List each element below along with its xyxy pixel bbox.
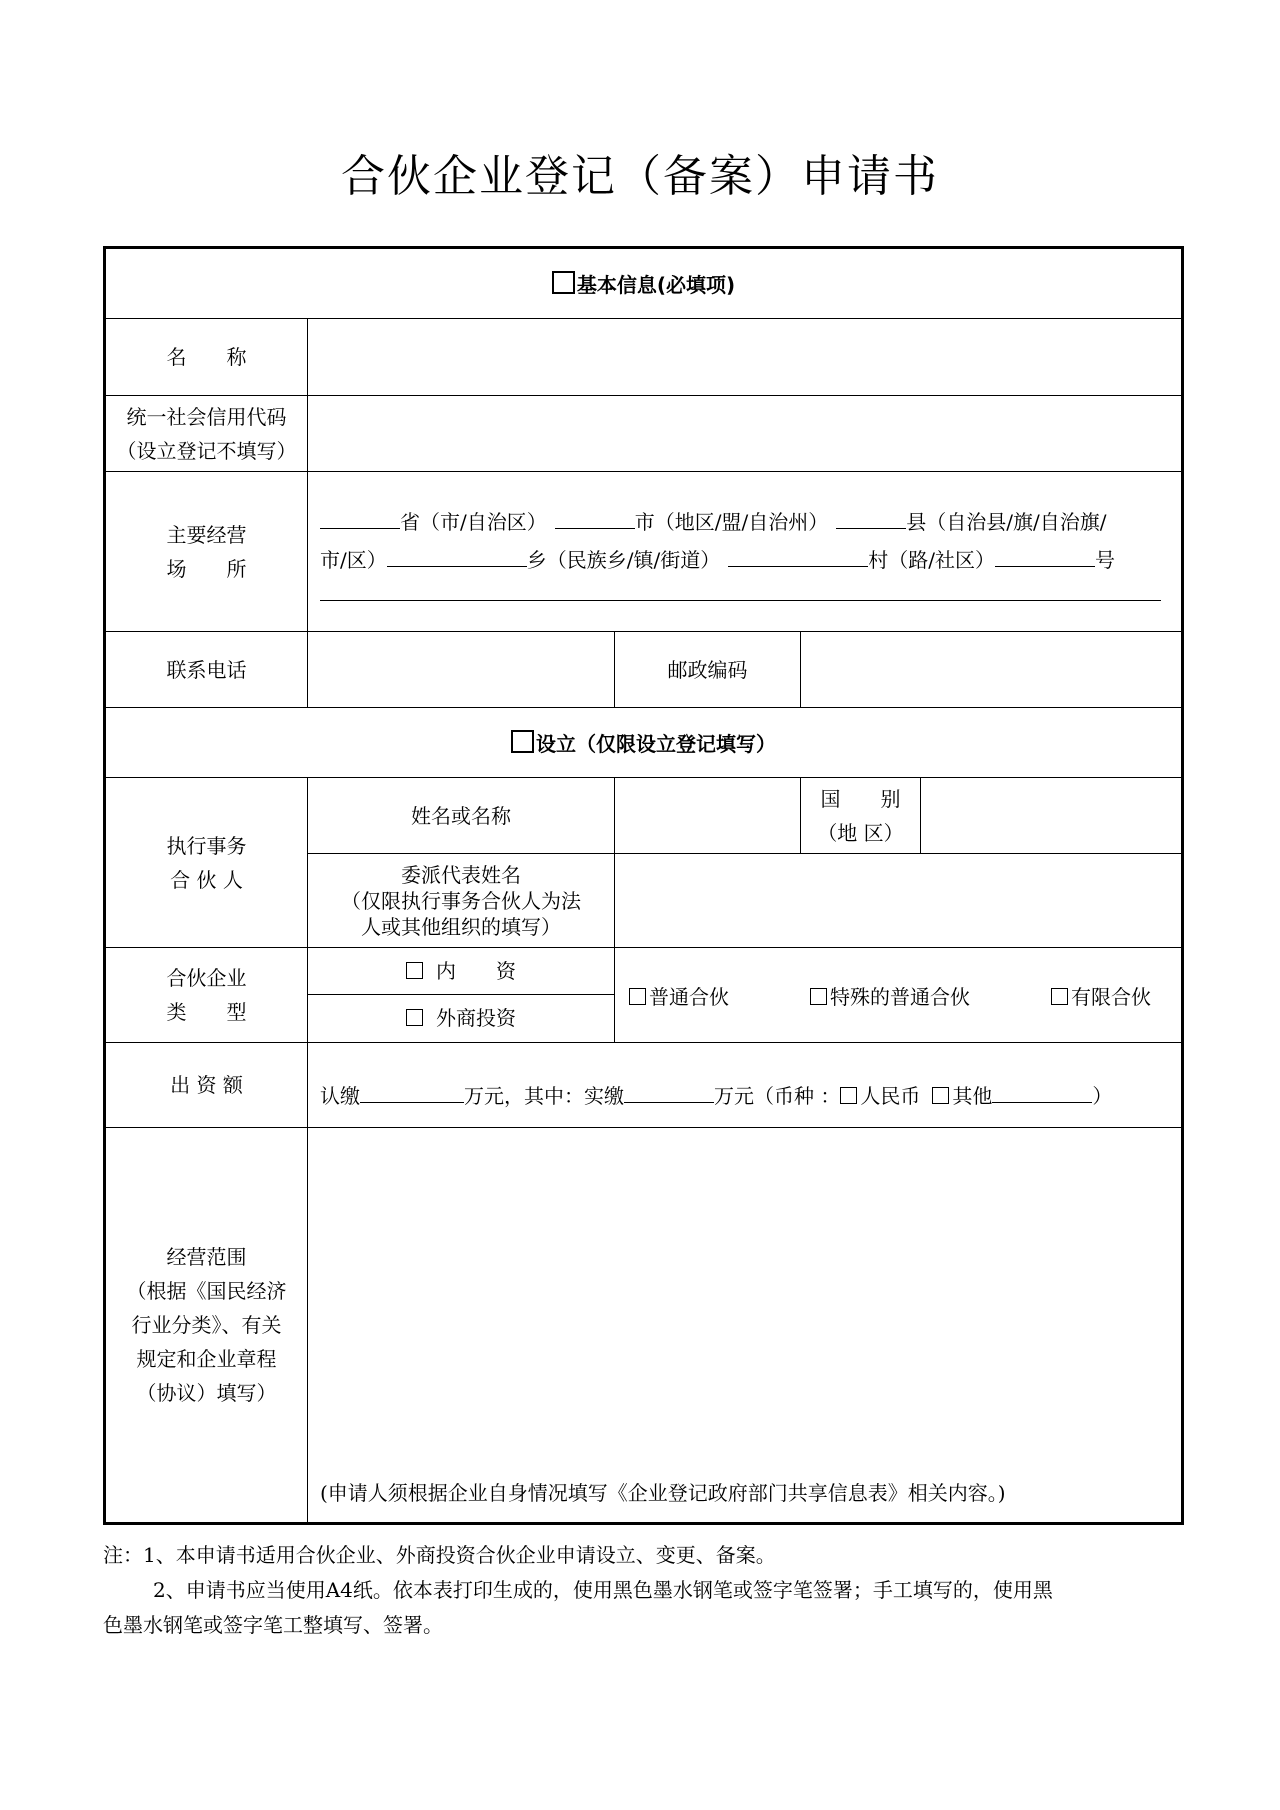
name-or-title-label: 姓名或名称 xyxy=(308,778,615,854)
village-blank[interactable] xyxy=(728,546,868,567)
credit-code-label: 统一社会信用代码 （设立登记不填写） xyxy=(105,396,308,472)
country-label: 国 别 （地 区） xyxy=(801,778,921,854)
phone-label: 联系电话 xyxy=(105,632,308,708)
notes xyxy=(103,1538,1183,1643)
capital-source-cell xyxy=(308,948,615,1043)
foreign-checkbox[interactable] xyxy=(406,1009,423,1026)
note-2-line-1: 2、申请书应当使用A4纸。依本表打印生成的，使用黑色墨水钢笔或签字笔签署；手工填写的，使用黑 xyxy=(153,1578,1053,1602)
name-field[interactable] xyxy=(308,319,1183,396)
address-line-2: 市/区） 乡（民族乡/镇/街道） 村（路/社区） 号 xyxy=(320,547,1115,572)
limited-partnership-option[interactable]: 有限合伙 xyxy=(1051,981,1151,1010)
establish-header: 设立（仅限设立登记填写） xyxy=(105,708,1183,778)
special-general-partnership-option[interactable]: 特殊的普通合伙 xyxy=(810,981,970,1010)
other-currency-checkbox[interactable] xyxy=(932,1087,949,1104)
note-2-line-2: 色墨水钢笔或签字笔工整填写、签署。 xyxy=(103,1613,443,1637)
application-form xyxy=(103,246,1184,1525)
credit-code-field[interactable] xyxy=(308,396,1183,472)
domestic-checkbox[interactable] xyxy=(406,962,423,979)
province-blank[interactable] xyxy=(320,508,400,529)
representative-label: 委派代表姓名 （仅限执行事务合伙人为法 人或其他组织的填写） xyxy=(308,854,615,948)
page-title: 合伙企业登记（备案）申请书 xyxy=(341,151,939,202)
note-1: 注：1、本申请书适用合伙企业、外商投资合伙企业申请设立、变更、备案。 xyxy=(103,1543,776,1567)
country-field[interactable] xyxy=(921,778,1183,854)
basic-info-checkbox[interactable] xyxy=(552,271,575,294)
business-scope-note: (申请人须根据企业自身情况填写《企业登记政府部门共享信息表》相关内容。) xyxy=(320,1481,1006,1505)
subscribed-amount-blank[interactable] xyxy=(360,1082,464,1103)
general-partnership-option[interactable]: 普通合伙 xyxy=(629,981,729,1010)
establish-checkbox[interactable] xyxy=(511,730,534,753)
rmb-checkbox[interactable] xyxy=(840,1087,857,1104)
name-label: 名 称 xyxy=(105,319,308,396)
other-currency-blank[interactable] xyxy=(992,1082,1092,1103)
partner-name-field[interactable] xyxy=(615,778,801,854)
domestic-option[interactable]: 内 资 xyxy=(308,948,614,995)
county-blank[interactable] xyxy=(836,508,906,529)
partnership-type-cell xyxy=(615,948,1183,1043)
address-line-1: 省（市/自治区） 市（地区/盟/自治州） 县（自治县/旗/自治旗/ xyxy=(320,503,1169,541)
basic-info-header: 基本信息(必填项) xyxy=(105,248,1183,319)
township-blank[interactable] xyxy=(387,546,527,567)
capital-field: 认缴 万元，其中：实缴 万元（币种 ： 人民币 其他 ） xyxy=(308,1043,1183,1128)
address-extra-line[interactable] xyxy=(320,599,1161,601)
capital-label: 出 资 额 xyxy=(105,1043,308,1128)
address-label: 主要经营 场 所 xyxy=(105,472,308,632)
postal-field[interactable] xyxy=(801,632,1183,708)
limited-checkbox[interactable] xyxy=(1051,988,1068,1005)
phone-field[interactable] xyxy=(308,632,615,708)
general-checkbox[interactable] xyxy=(629,988,646,1005)
postal-label: 邮政编码 xyxy=(615,632,801,708)
representative-field[interactable] xyxy=(615,854,1183,948)
paid-amount-blank[interactable] xyxy=(624,1082,714,1103)
foreign-option[interactable]: 外商投资 xyxy=(308,995,614,1042)
address-field[interactable] xyxy=(308,472,1183,632)
business-scope-field[interactable] xyxy=(308,1128,1183,1524)
city-blank[interactable] xyxy=(555,508,635,529)
number-blank[interactable] xyxy=(995,546,1095,567)
business-scope-label: 经营范围 （根据《国民经济 行业分类》、有关 规定和企业章程 （协议）填写） xyxy=(105,1128,308,1524)
enterprise-type-label: 合伙企业 类 型 xyxy=(105,948,308,1043)
partner-label: 执行事务 合 伙 人 xyxy=(105,778,308,948)
special-general-checkbox[interactable] xyxy=(810,988,827,1005)
